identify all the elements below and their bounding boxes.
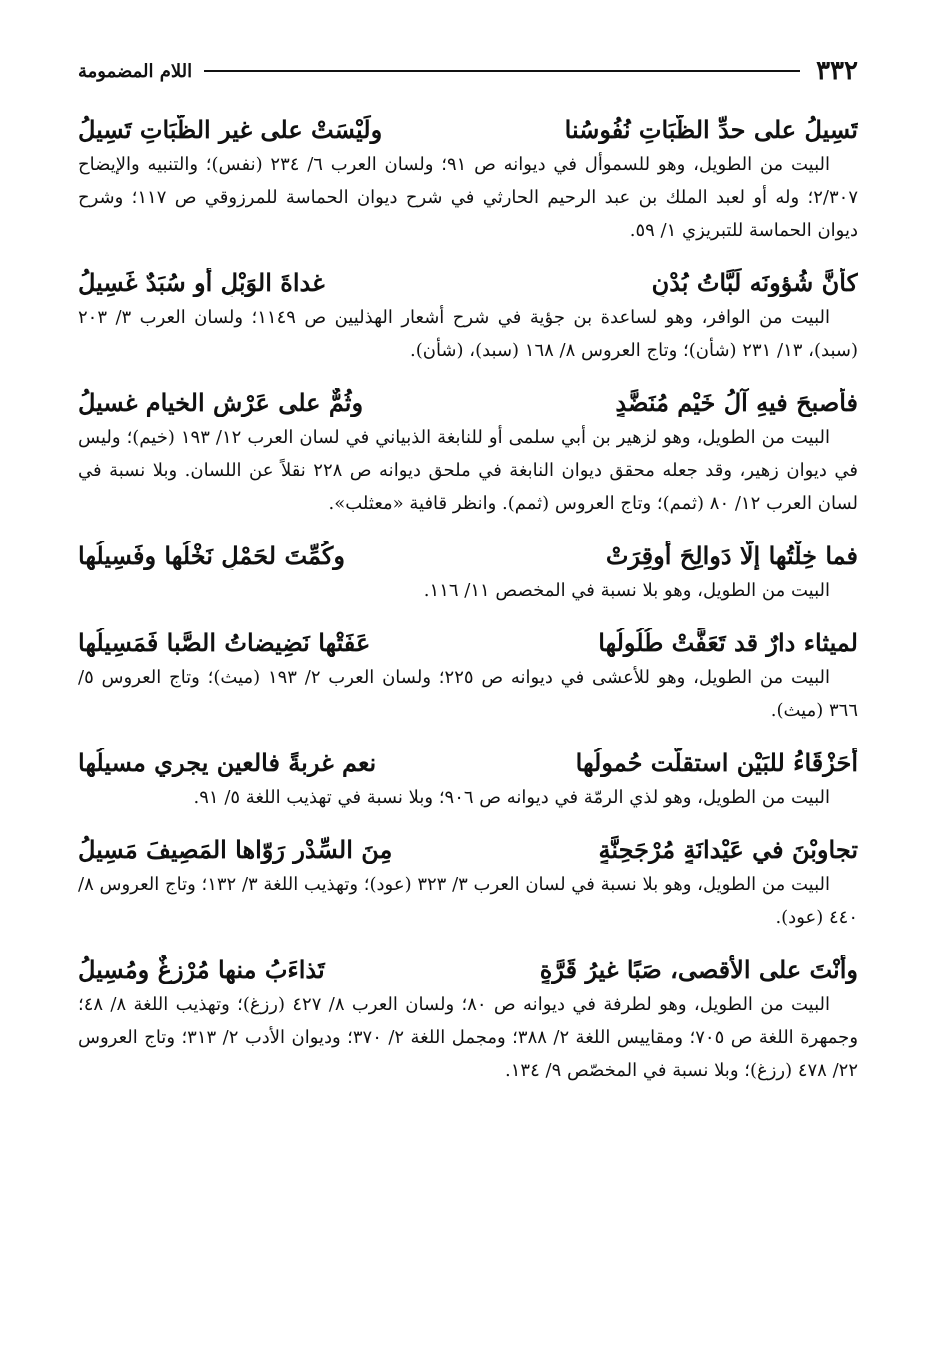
- verse-commentary: البيت من الطويل، وهو بلا نسبة في لسان العرب ٣/ ٣٢٣ (عود)؛ وتهذيب اللغة ٣/ ١٣٢؛ وتاج العروس ٨/ ٤٤٠ (عود).: [78, 874, 858, 928]
- hemistich-second: تَذاءَبُ منها مُرْزِغٌ ومُسِيلُ: [78, 955, 325, 984]
- hemistich-first: تَسِيلُ على حدِّ الظُّبَاتِ نُفُوسُنا: [564, 115, 858, 144]
- verse: [78, 814, 858, 864]
- hemistich-first: وأنْتَ على الأقصى، صَبًا غيرُ قَرَّةٍ: [539, 955, 858, 984]
- entry-6: [78, 727, 858, 814]
- verse: [78, 94, 858, 144]
- verse-commentary: البيت من الطويل، وهو لطرفة في ديوانه ص ٨٠؛ ولسان العرب ٨/ ٤٢٧ (رزغ)؛ وتهذيب اللغة ٨/ ٤٨؛ وجمهرة اللغة ص ٧٠٥؛ ومقاييس اللغة ٢/ ٣٨٨؛ ومجمل اللغة ٢/ ٣٧٠؛ وديوان الأدب ٢/ ٣١٣؛ وتاج العروس ٢٢/ ٤٧٨ (رزغ)؛ وبلا نسبة في المخصّص ٩/ ١٣٤.: [78, 994, 859, 1081]
- verse: [78, 934, 858, 984]
- verse-commentary: البيت من الطويل، وهو للأعشى في ديوانه ص ٢٢٥؛ ولسان العرب ٢/ ١٩٣ (ميث)؛ وتاج العروس ٥/ ٣٦٦ (ميث).: [78, 667, 858, 721]
- hemistich-first: فما خِلْتُها إلّا دَوالِحَ أُوقِرَتْ: [605, 541, 858, 570]
- verse: [78, 367, 858, 417]
- hemistich-first: كأنَّ شُؤونَه لَبَّاتُ بُدْنٍ: [651, 268, 858, 297]
- header-rule: [204, 70, 800, 72]
- hemistich-first: تجاوبْنَ في عَيْدانَةٍ مُرْجَحِنَّةٍ: [598, 835, 858, 864]
- verse-commentary: البيت من الوافر، وهو لساعدة بن جؤية في شرح أشعار الهذليين ص ١١٤٩؛ ولسان العرب ٣/ ٢٠٣ (سبد)، ١٣/ ٢٣١ (شأن)؛ وتاج العروس ٨/ ١٦٨ (سبد)، (شأن).: [78, 307, 858, 361]
- verse-commentary: البيت من الطويل، وهو للسموأل في ديوانه ص ٩١؛ ولسان العرب ٦/ ٢٣٤ (نفس)؛ والتنبيه والإيضاح ٢/٣٠٧؛ وله أو لعبد الملك بن عبد الرحيم الحارثي في شرح ديوان الحماسة للمرزوقي ص ١١٧؛ وشرح ديوان الحماسة للتبريزي ١/ ٥٩.: [78, 154, 858, 241]
- hemistich-second: ولَيْسَتْ على غيرِ الظُّبَاتِ تَسِيلُ: [78, 115, 383, 144]
- entry-5: [78, 607, 858, 727]
- entry-2: [78, 247, 858, 367]
- hemistich-second: وثُمٌّ على عَرْشِ الخيامِ غسيلُ: [78, 388, 364, 417]
- hemistich-second: غداةَ الوَبْلِ أو سُبَدٌ غَسِيلُ: [78, 268, 325, 297]
- entry-7: [78, 814, 858, 934]
- hemistich-first: فأصبحَ فيهِ آلُ خَيْمٍ مُنَضَّدٍ: [615, 388, 858, 417]
- page-number: ٣٣٢: [816, 56, 858, 86]
- verse-commentary: البيت من الطويل، وهو بلا نسبة في المخصص ١١/ ١١٦.: [423, 580, 830, 601]
- verse: [78, 727, 858, 777]
- verse-commentary: البيت من الطويل، وهو لزهير بن أبي سلمى أو للنابغة الذبياني في لسان العرب ١٢/ ١٩٣ (خيم)؛ وليس في ديوان زهير، وقد جعله محقق ديوان النابغة في ملحق ديوانه ص ٢٢٨ نقلاً عن اللسان. وبلا نسبة في لسان العرب ١٢/ ٨٠ (ثمم)؛ وتاج العروس (ثمم). وانظر قافية «معثلب».: [78, 427, 858, 514]
- hemistich-second: عَفَتْها نَضِيضاتُ الصَّبا فَمَسِيلُها: [78, 628, 371, 657]
- verse: [78, 607, 858, 657]
- hemistich-second: مِنَ السِّدْرِ رَوّاها المَصِيفَ مَسِيلُ: [78, 835, 393, 864]
- entry-8: [78, 934, 858, 1087]
- verse: [78, 247, 858, 297]
- entry-4: [78, 520, 858, 607]
- page-header: [78, 56, 858, 86]
- verse-commentary: البيت من الطويل، وهو لذي الرمّة في ديوانه ص ٩٠٦؛ وبلا نسبة في تهذيب اللغة ٥/ ٩١.: [193, 787, 830, 808]
- verse: [78, 520, 858, 570]
- entry-3: [78, 367, 858, 520]
- hemistich-second: نعم غربةً فالعين يجري مسيلُها: [78, 748, 377, 777]
- hemistich-first: لميثاء دارٌ قد تَعَفَّتْ طُلُولُها: [598, 628, 858, 657]
- entry-1: [78, 94, 858, 247]
- hemistich-second: وكُمِّتَ لحَمْلٍ نَخْلُها وفَسِيلُها: [78, 541, 345, 570]
- hemistich-first: أحَزْقَاءُ للبَيْنِ استقلَّت حُمولُها: [575, 748, 858, 777]
- running-title: اللام المضمومة: [78, 60, 193, 82]
